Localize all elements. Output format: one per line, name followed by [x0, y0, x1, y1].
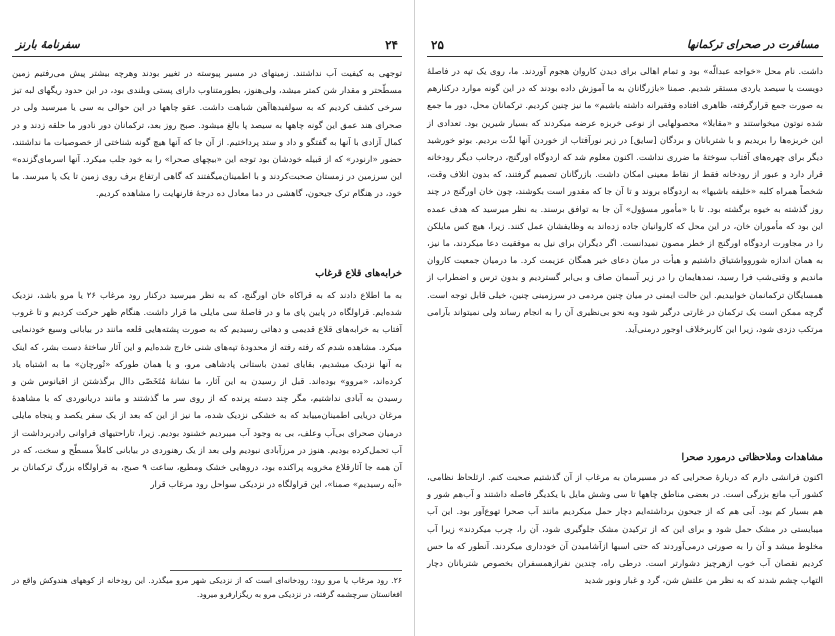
page-header	[12, 36, 402, 57]
body-text	[427, 64, 823, 339]
right-page	[415, 0, 835, 636]
section-heading: خرابه‌های قلاع قرغاب	[315, 268, 402, 279]
page-number: ۲۵	[431, 38, 444, 52]
body-text	[12, 66, 402, 204]
section-heading: مشاهدات وملاحظاتی درمورد صحرا	[681, 452, 823, 463]
body-text	[427, 470, 823, 590]
left-page	[0, 0, 415, 636]
paragraph: داشت. نام محل «خواجه عبدالّه» بود و تمام اهالی برای دیدن کاروان هجوم آوردند. ما، روی یک تپه در فاصله‌ٔ دویست یا سیصد یاردی مستقر شدیم. صمنا «بازرگانان به ما آموزش داده بودند که در این گونه موارد درکنارهم به صورت جمع قرارگرفته، ظاهری افتاده وفقیرانه داشته باشیم» ما نیز چنین کردیم. ترکمانان محل، دور ما جمع شده نوتون میخواستند و «مقابلا» محصولهایی از نوعی خربزه عرضه میکردند که بسیار شیرین بود. تعدادی از این خربزه‌ها را بریدیم و با شتربانان و بردگان [سایق] در زیر نورآفتاب از خوردن آنها لذّت بردیم. بوتو خورشید دیگر برای چهره‌های آفتاب سوخته‌ٔ ما ضرری نداشت. اکنون معلوم شد که اردوگاه اورگنج، درجانب دیگر رودخانه قرار دارد و عبور از رودخانه فقط از نقاط معینی امکان داشت. بازرگانان تصمیم گرفتند، که بدون اتلاف وقت، شخصاً همراه کلبه «خلیفه باشیها» به اردوگاه بروند و تا آن جا که مقدور است بکوشند، چون خان اورگنج در چند روز گذشته به خیوه برگشته بود. تا با «مأمور مسؤول» آن جا به توافق برسند. به نظر میرسید که هدف عمده این بود که مأموران خان، در این محل که کاروانیان جاده زده‌اند به وظایفشان عمل کنند. زیرا، هیچ کس مایلکن را در مجاورت اردوگاه اورگنج از خطر مصون نمیدانست. اگر دیگران برای نیل به موفقیت دعا میکردند، ما نیز، به همان اندازه شوروواشتیاق داشتیم و هیأت در میان دعای خیر همگان عزیمت کرد. ما درمیان جمعیت کاروان ماندیم و وقتی‌شب فرا رسید، نمدهایمان را در زیر آسمان صاف و بی‌ابر گستردیم و بدون ترس و اضطراب از همسایگان ترکمانمان خوابیدیم. این حالت ایمنی در میان چنین مردمی در سرزمینی چنین، خیلی قابل توجه است. گرچه ممکن است یک ترکمان در غارتی درگیر شود وبه نحو بی‌نظیری آن را به انجام رساند ولی نمیتواند بآرامی مرتکب دزدی شود، زیرا این کاربرخلاف اوجور درمنی‌آید.	[427, 67, 823, 336]
paragraph: به ما اطلاع دادند که به قراکاه خان اورگنج، که به نظر میرسید درکنار رود مرغاب ۲۶ یا مرو باشد، نزدیک شده‌ایم. قراولگاه در پایین پای ما و در فاصله‌ٔ سی مایلی ما قرار داشت. هنگام ظهر حرکت کردیم و تا غروب آفتاب به خرابه‌های قلاع قدیمی و دهاتی رسیدیم که به صورت پشته‌هایی قلعه مانند در بیابانی وسیع خودنمایی میکرد. مشاهده شدم که رفته رفته از محدوده‌ٔ تپه‌های شنی خارج شده‌ایم و این آثار ساخته‌ٔ دست بشر، که اینک به آنها نزدیک میشدیم، بقایای تمدن باستانی پادشاهی مرو، و یا همان طورکه «تُورچان» ما به اشتباه یاد کرده‌اند، «مروو» بوده‌اند. قبل از رسیدن به این آثار، ما نشانه‌ٔ مُتَخَصّی داال برگذشتن از اقیانوس شن و رسیدن به آبادی نداشتیم، مگر چند دسته پرنده که از روی سر ما گذشتند و مانند دریانوردی که با مشاهده‌ٔ مرغان دریایی اطمینان‌مییابد که به خشکی نزدیک شده، ما نیز از این که بعد از یک سفر یکصد و پنجاه مایلی درمیان صحرای بی‌آب وعلف، بی به وجود آب میبردیم خشنود بودیم. زیرا، تاراحتیهای فراوانی رادربرداشت از آب تحمل‌کرده بودیم. هنوز در مرزآبادی نبودیم ولی بعد از یک رهنوردی در بیابانی کاملاً مسطّح و سخت، که در آن همه جا آثارقلاع مخروبه پراکنده بود، دروهایی خشک ومطیع، ساعت ۹ صبح، به قراولگاه بزرگ ترکمانان بر «آبه رسیدیم» صمنا»، این قراولگاه در نزدیکی سواحل رود مرغاب قرار	[12, 291, 402, 491]
paragraph: توجهی به کیفیت آب نداشتند. زمینهای در مسیر پیوسته در تغییر بودند وهرچه بیشتر پیش می‌رفتیم زمین مسطّحتر و مقدار شن کمتر میشد، ولی‌هنوز، بطورمتناوب دارای پستی وبلندی بود، در این حدود ریگهای لبه تیز سرخی کشف کردیم که به سولفیدهاآهن شباهت داشت. عقو چاهها در این حوالی به سی یا میرسید ولی در صحرای هند عمق این گونه چاهها به سیصد پا بالغ میشود. صبح روز بعد، ترکمانان دور نادور ما حلقه زدند و در کمال آزادی با آنها به گفتگو و داد و ستد پرداختیم. از آن جا که آنها هیچ گونه شناختی از خصوصیات ما نداشتند، حضور «ارنودر» که از قبیله خودشان بود توجه این «بیچهای صحرا» را به خود جلب میکرد. آنها اسرمای‌گزنده‌» این سرزمین در زمستان صحبت‌کردند و با اطمینان‌میگفتند که گاهی ارتفاع برف روی زمین تا یک پا میرسد. ما خود، در هنگام ترک جیحون، گاهشی در دما معادل ده درجهٔ فارنهایت را مشاهده کردیم.	[12, 69, 402, 200]
paragraph: اکنون فرانشی دارم که درباره‌ٔ صحرایی که در مسیرمان به مرغاب از آن گذشتیم صحبت کنم. ارثلحاظ نظامی، کشور آب مانع بزرگی است. در بعضی مناطق چاهها تا سی وشش مایل با یکدیگر فاصله داشتند و آب‌هم شور و هم بسیار کم بود. آبی هم که از جیحون برداشته‌ایم دچار حمل میکردیم مانند آب صحرا تهوع‌آور بود. این آب میبایستی در مشک حمل شود و برای این که از ترکیدن مشک جلوگیری شود، آن را، چرب میکردند» زیرا آب مخلوط میشد و آن را به صورتی درمی‌آوردند که حتی اسبها ازآشامیدن آن خودداری میکردند. آنطور که ما حس کردیم نقصان آب خوب ازهرچیز دشوارتر است. درطی راه، چندین نفرازهمسفران بخصوص شتربانان دچار التهاب چشم شدند که به نظر من علتش شن، گرد و غبار ونور شدید	[427, 473, 823, 587]
running-title: سفرنامه‌ٔ بارنز	[16, 38, 80, 51]
page-number: ۲۴	[385, 38, 398, 52]
page-header	[427, 36, 823, 57]
footnote: ۲۶. رود مرغاب یا مرو رود: رودخانه‌ای است که از نزدیکی شهر مرو میگذرد. این رودخانه از کوههای هندوکش واقع در افغانستان سرچشمه گرفته، در نزدیکی مرو به ریگزارفرو میرود.	[12, 576, 402, 599]
footnote-divider	[170, 570, 402, 571]
running-title: مسافرت در صحرای ترکمانها	[686, 38, 819, 51]
body-text	[12, 288, 402, 494]
